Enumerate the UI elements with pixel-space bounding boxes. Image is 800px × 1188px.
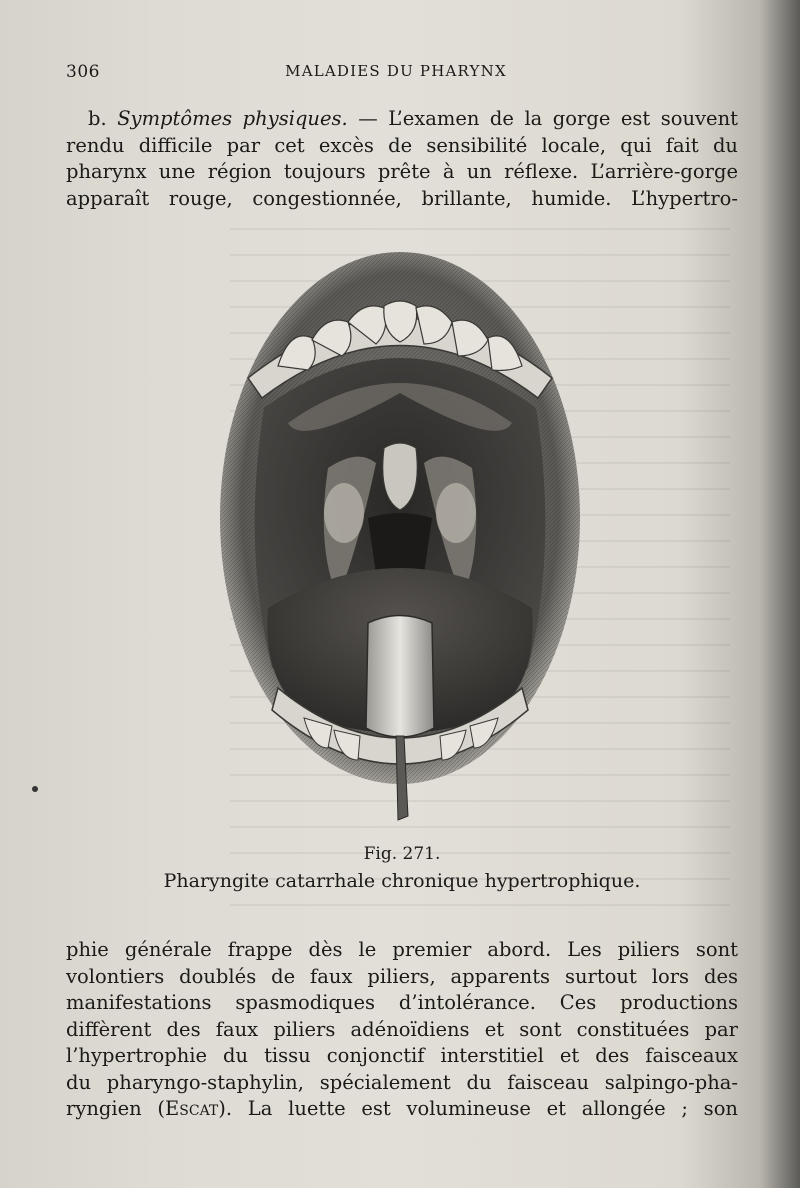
ink-spot xyxy=(32,786,38,792)
text-line: l’hypertrophie du tissu conjonctif interstitiel et des faisceaux xyxy=(66,1044,738,1067)
author-name: Escat xyxy=(165,1097,219,1120)
running-head: MALADIES DU PHARYNX xyxy=(285,62,507,80)
figure-label: Fig. 271. xyxy=(363,844,441,864)
text-line: volontiers doublés de faux piliers, apparents surtout lors des xyxy=(66,964,738,988)
text-line: diffèrent des faux piliers adénoïdiens et sont constituées par xyxy=(66,1017,738,1041)
text-line: b. Symptômes physiques. — L’examen de la gorge est souvent xyxy=(88,107,738,130)
figure-illustration xyxy=(208,248,592,828)
text-line: manifestations spasmodiques d’intolérance. Ces productions xyxy=(66,991,738,1014)
page-header xyxy=(66,62,726,86)
top-paragraph xyxy=(66,106,738,212)
open-mouth-engraving xyxy=(208,248,592,828)
page-edge-shadow xyxy=(760,0,800,1188)
text-line: ryngien (Escat). La luette est volumineuse et allongée ; son xyxy=(66,1097,738,1120)
bottom-paragraph xyxy=(66,937,738,1123)
text-line: phie générale frappe dès le premier abord. Les piliers sont xyxy=(66,938,738,961)
text-line: du pharyngo-staphylin, spécialement du faisceau salpingo-pha- xyxy=(66,1070,738,1094)
page-number: 306 xyxy=(66,62,100,82)
text-line: apparaît rouge, congestionnée, brillante, humide. L’hypertro- xyxy=(66,186,738,210)
figure-caption: Pharyngite catarrhale chronique hypertrophique. xyxy=(163,870,641,892)
section-heading: Symptômes physiques. xyxy=(117,107,348,130)
text-line: pharynx une région toujours prête à un réflexe. L’arrière-gorge xyxy=(66,160,738,183)
text-line: rendu difficile par cet excès de sensibilité locale, qui fait du xyxy=(66,133,738,157)
